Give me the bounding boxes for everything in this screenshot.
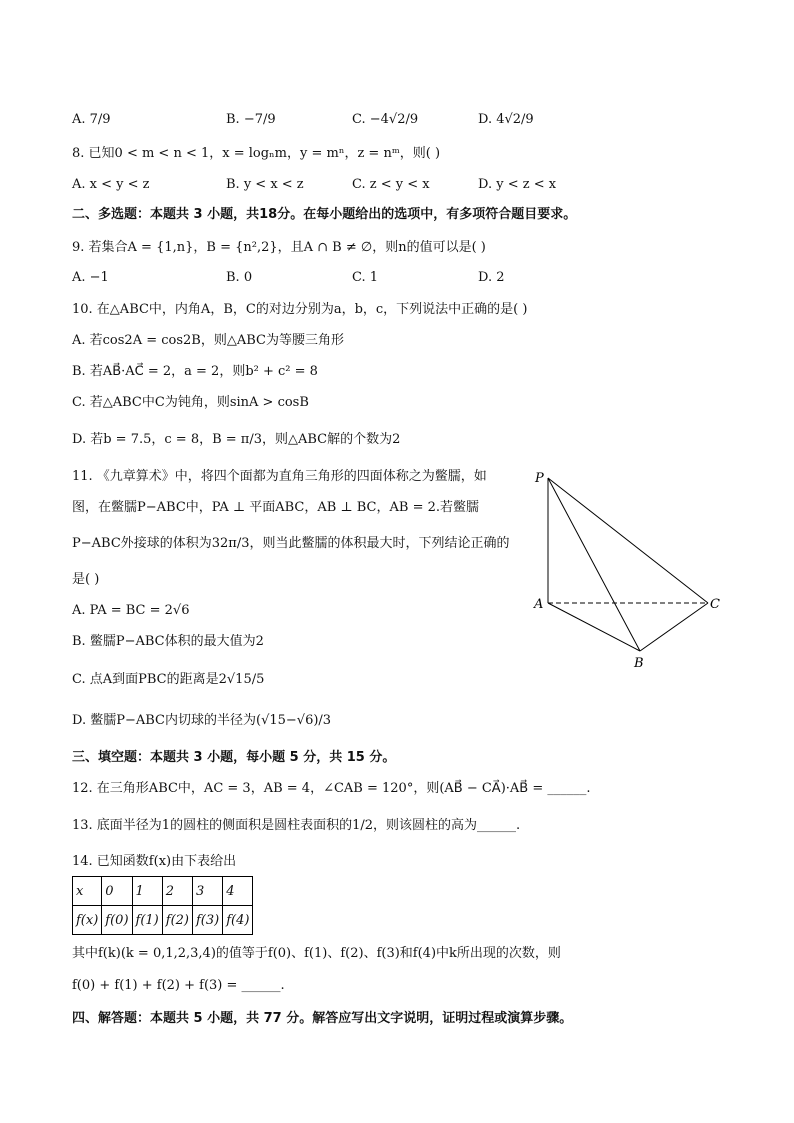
q11-line-3: P−ABC外接球的体积为32π/3，则当此鳖臑的体积最大时，下列结论正确的 bbox=[72, 536, 510, 551]
table-cell: 1 bbox=[132, 877, 162, 906]
q8-option-d: D. y < z < x bbox=[478, 177, 557, 192]
label-b: B bbox=[634, 656, 644, 671]
table-row-fx bbox=[73, 906, 253, 935]
q13-stem: 13. 底面半径为1的圆柱的侧面积是圆柱表面积的1/2，则该圆柱的高为______. bbox=[72, 818, 521, 833]
q11-option-a: A. PA = BC = 2√6 bbox=[72, 603, 190, 618]
q8-option-c: C. z < y < x bbox=[352, 177, 430, 192]
q8-option-a: A. x < y < z bbox=[72, 177, 150, 192]
q10-option-b: B. 若AB⃗·AC⃗ = 2，a = 2，则b² + c² = 8 bbox=[72, 364, 318, 379]
table-cell: f(3) bbox=[193, 906, 223, 935]
function-value-table bbox=[72, 876, 253, 935]
table-cell: 4 bbox=[223, 877, 253, 906]
table-cell: f(1) bbox=[132, 906, 162, 935]
q11-option-c: C. 点A到面PBC的距离是2√15/5 bbox=[72, 672, 265, 687]
q14-line-3: f(0) + f(1) + f(2) + f(3) = ______. bbox=[72, 978, 285, 993]
q10-option-a: A. 若cos2A = cos2B，则△ABC为等腰三角形 bbox=[72, 333, 344, 348]
edge-pb bbox=[548, 478, 640, 651]
table-cell: f(x) bbox=[73, 906, 102, 935]
q9-option-b: B. 0 bbox=[226, 270, 253, 285]
q10-option-c: C. 若△ABC中C为钝角，则sinA > cosB bbox=[72, 395, 309, 410]
q11-option-d: D. 鳖臑P−ABC内切球的半径为(√15−√6)/3 bbox=[72, 713, 332, 728]
q12-stem: 12. 在三角形ABC中，AC = 3，AB = 4，∠CAB = 120°，则(AB⃗ − CA⃗)·AB⃗ = ______. bbox=[72, 781, 591, 796]
q14-line-2: 其中f(k)(k = 0,1,2,3,4)的值等于f(0)、f(1)、f(2)、f(3)和f(4)中k所出现的次数，则 bbox=[72, 946, 561, 961]
q11-line-1: 11. 《九章算术》中，将四个面都为直角三角形的四面体称之为鳖臑，如 bbox=[72, 469, 487, 484]
q14-stem: 14. 已知函数f(x)由下表给出 bbox=[72, 854, 237, 869]
q8-stem: 8. 已知0 < m < n < 1，x = logₙm，y = mⁿ，z = nᵐ，则( ) bbox=[72, 146, 441, 161]
label-p: P bbox=[535, 471, 544, 486]
table-cell: x bbox=[73, 877, 102, 906]
label-a: A bbox=[534, 597, 544, 612]
q7-option-c: C. −4√2/9 bbox=[352, 112, 419, 127]
table-cell: 2 bbox=[162, 877, 192, 906]
q11-option-b: B. 鳖臑P−ABC体积的最大值为2 bbox=[72, 634, 264, 649]
edge-ab bbox=[548, 603, 640, 651]
table-cell: f(4) bbox=[223, 906, 253, 935]
q7-option-d: D. 4√2/9 bbox=[478, 112, 534, 127]
q9-option-c: C. 1 bbox=[352, 270, 379, 285]
table-row-x bbox=[73, 877, 253, 906]
edge-pc bbox=[548, 478, 708, 603]
q10-stem: 10. 在△ABC中，内角A，B，C的对边分别为a，b，c，下列说法中正确的是( ) bbox=[72, 302, 528, 317]
q11-line-4: 是( ) bbox=[72, 572, 100, 587]
q9-option-a: A. −1 bbox=[72, 270, 109, 285]
edge-bc bbox=[640, 603, 708, 651]
q7-option-a: A. 7/9 bbox=[72, 112, 111, 127]
table-cell: 0 bbox=[102, 877, 132, 906]
table-cell: f(0) bbox=[102, 906, 132, 935]
tetrahedron-figure bbox=[528, 466, 728, 676]
q11-line-2: 图，在鳖臑P−ABC中，PA ⊥ 平面ABC，AB ⊥ BC，AB = 2.若鳖臑 bbox=[72, 500, 480, 515]
q9-option-d: D. 2 bbox=[478, 270, 505, 285]
table-cell: 3 bbox=[193, 877, 223, 906]
section-2-heading: 二、多选题：本题共 3 小题，共18分。在每小题给出的选项中，有多项符合题目要求。 bbox=[72, 207, 577, 222]
table-cell: f(2) bbox=[162, 906, 192, 935]
q7-option-b: B. −7/9 bbox=[226, 112, 276, 127]
q9-stem: 9. 若集合A = {1,n}，B = {n²,2}，且A ∩ B ≠ ∅，则n的值可以是( ) bbox=[72, 240, 486, 255]
section-4-heading: 四、解答题：本题共 5 小题，共 77 分。解答应写出文字说明，证明过程或演算步骤。 bbox=[72, 1011, 573, 1026]
q10-option-d: D. 若b = 7.5，c = 8，B = π/3，则△ABC解的个数为2 bbox=[72, 432, 401, 447]
q8-option-b: B. y < x < z bbox=[226, 177, 304, 192]
section-3-heading: 三、填空题：本题共 3 小题，每小题 5 分，共 15 分。 bbox=[72, 750, 396, 765]
label-c: C bbox=[710, 597, 720, 612]
